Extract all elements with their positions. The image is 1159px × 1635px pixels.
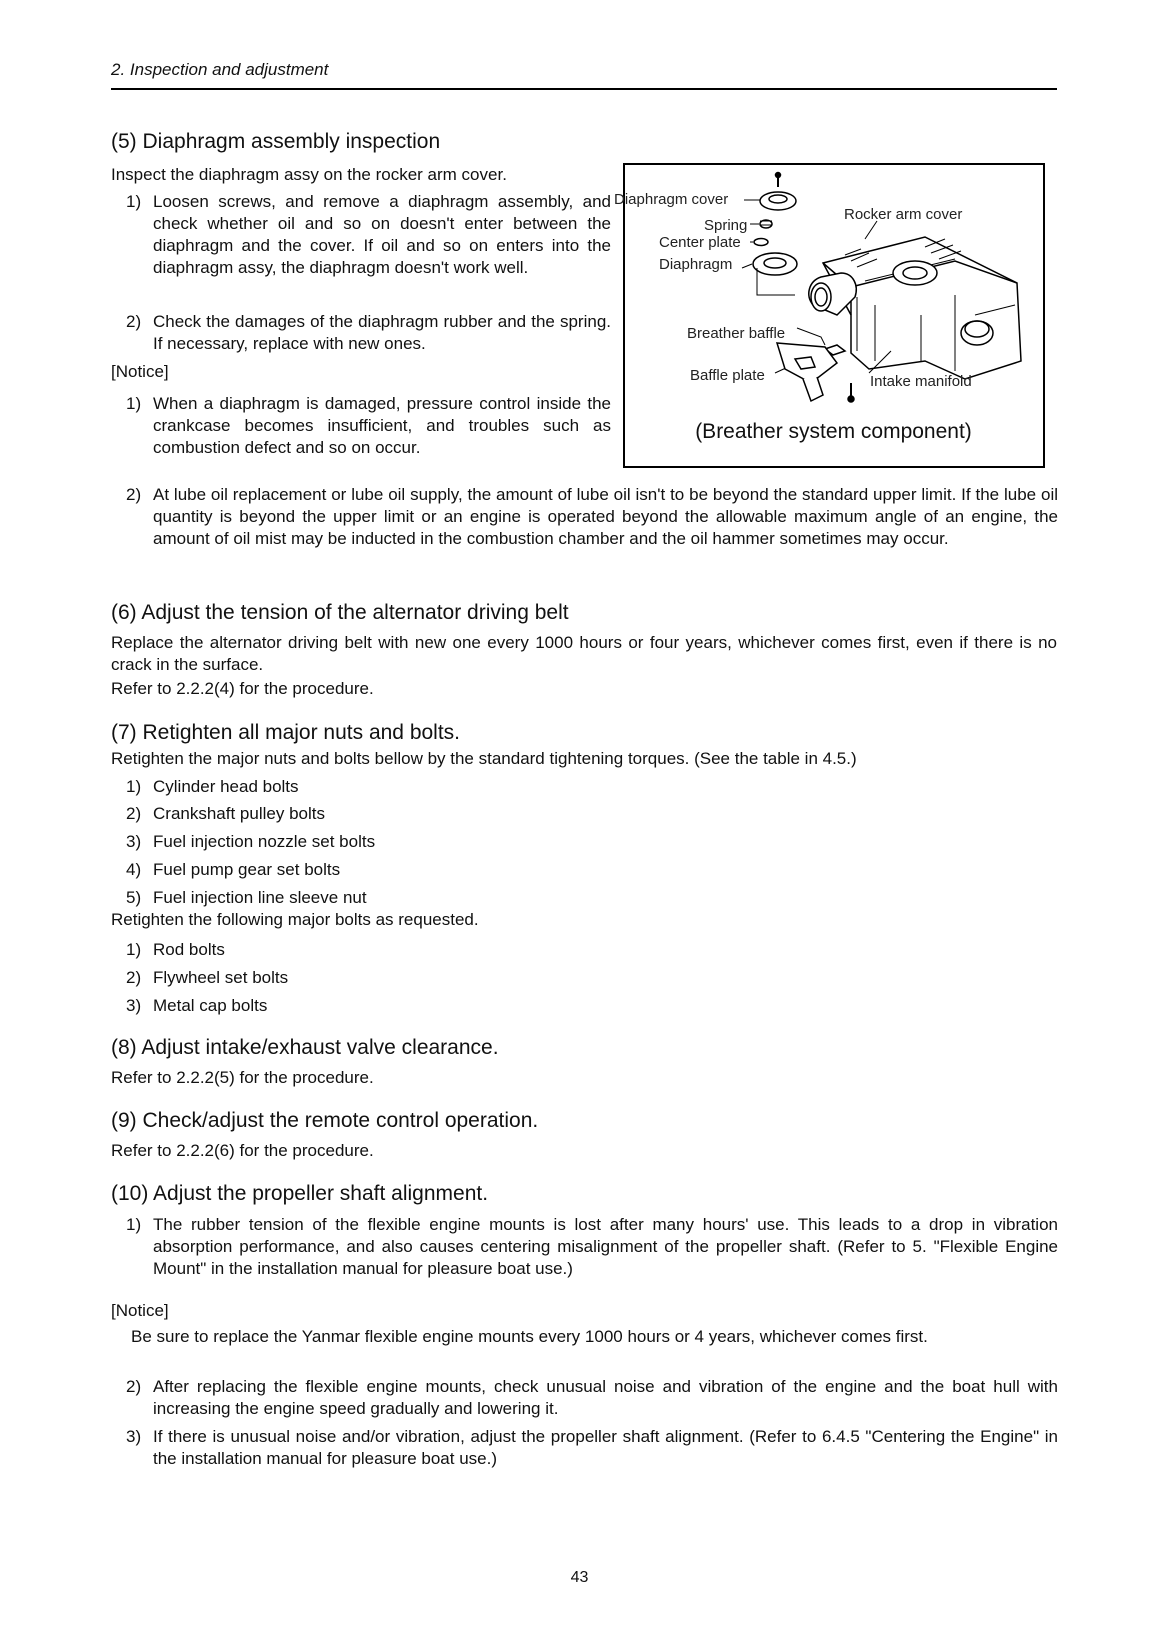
section-5-intro: Inspect the diaphragm assy on the rocker arm cover.	[111, 165, 507, 184]
header-rule	[111, 88, 1057, 90]
list-text: Check the damages of the diaphragm rubber and the spring. If necessary, replace with new ones.	[153, 312, 611, 353]
section-5-heading: (5) Diaphragm assembly inspection	[111, 130, 441, 153]
list-number: 5)	[126, 888, 142, 907]
label-breather-baffle: Breather baffle	[687, 325, 786, 342]
label-center-plate: Center plate	[659, 234, 741, 251]
list-number: 1)	[126, 1215, 142, 1234]
page-number: 43	[570, 1569, 589, 1586]
list-text: The rubber tension of the flexible engine mounts is lost after many hours' use. This leads to a drop in vibration absorption performance, and also causes centering misalignment of the propeller shaft. (Refer to 5. "Flexible Engine Mount" in the installation manual for pleasure boat use.)	[153, 1215, 1058, 1278]
s10-notice-label: [Notice]	[111, 1301, 169, 1320]
list-number: 2)	[126, 804, 142, 823]
section-9-heading: (9) Check/adjust the remote control operation.	[111, 1109, 539, 1132]
list-text: Cylinder head bolts	[153, 777, 299, 796]
s10-notice-text: Be sure to replace the Yanmar flexible engine mounts every 1000 hours or 4 years, whichever comes first.	[131, 1327, 928, 1346]
list-number: 2)	[126, 968, 142, 987]
list-text: Loosen screws, and remove a diaphragm assembly, and check whether oil and so on doesn't enter between the diaphragm and the cover. If oil and so on enters into the diaphragm assy, the diaphragm doesn't work well.	[153, 192, 611, 277]
label-baffle-plate: Baffle plate	[690, 367, 765, 384]
list-number: 2)	[126, 1377, 142, 1396]
section-header: 2. Inspection and adjustment	[111, 60, 329, 79]
section-9-ref: Refer to 2.2.2(6) for the procedure.	[111, 1141, 374, 1160]
list-number: 4)	[126, 860, 142, 879]
section-6-ref: Refer to 2.2.2(4) for the procedure.	[111, 679, 374, 698]
list-text: Fuel pump gear set bolts	[153, 860, 341, 879]
section-6-heading: (6) Adjust the tension of the alternator driving belt	[111, 601, 569, 624]
label-intake-manifold: Intake manifold	[870, 373, 972, 390]
list-text: At lube oil replacement or lube oil supply, the amount of lube oil isn't to be beyond the standard upper limit. If the lube oil quantity is beyond the upper limit or an engine is operated beyond the allowable maximum angle of an engine, the amount of oil mist may be inducted in the combustion chamber and the oil hammer sometimes may occur.	[153, 485, 1058, 548]
figure-caption: (Breather system component)	[695, 420, 972, 443]
list-text: Metal cap bolts	[153, 996, 268, 1015]
list-text: Fuel injection nozzle set bolts	[153, 832, 376, 851]
label-spring: Spring	[704, 217, 748, 234]
list-number: 2)	[126, 312, 142, 331]
list-text: Crankshaft pulley bolts	[153, 804, 325, 823]
list-number: 3)	[126, 996, 142, 1015]
breather-system-figure	[614, 163, 1045, 468]
section-7-intro: Retighten the major nuts and bolts bellow by the standard tightening torques. (See the table in 4.5.)	[111, 749, 857, 768]
label-rocker-arm-cover: Rocker arm cover	[844, 206, 963, 223]
section-8-ref: Refer to 2.2.2(5) for the procedure.	[111, 1068, 374, 1087]
list-number: 1)	[126, 192, 142, 211]
list-text: Fuel injection line sleeve nut	[153, 888, 367, 907]
list-text: Rod bolts	[153, 940, 225, 959]
list-number: 3)	[126, 832, 142, 851]
list-number: 2)	[126, 485, 142, 504]
section-6-body: Replace the alternator driving belt with new one every 1000 hours or four years, whichever comes first, even if there is no crack in the surface.	[111, 633, 1057, 674]
list-text: When a diaphragm is damaged, pressure control inside the crankcase becomes insufficient, and troubles such as combustion defect and so on occur.	[153, 394, 611, 457]
section-7-intro-2: Retighten the following major bolts as requested.	[111, 910, 479, 929]
section-7-heading: (7) Retighten all major nuts and bolts.	[111, 721, 461, 744]
list-text: Flywheel set bolts	[153, 968, 289, 987]
s5-notice-label: [Notice]	[111, 362, 169, 381]
list-number: 1)	[126, 940, 142, 959]
section-8-heading: (8) Adjust intake/exhaust valve clearance.	[111, 1036, 499, 1059]
section-10-heading: (10) Adjust the propeller shaft alignment.	[111, 1182, 489, 1205]
label-diaphragm: Diaphragm	[659, 256, 733, 273]
list-number: 1)	[126, 777, 142, 796]
list-number: 1)	[126, 394, 142, 413]
list-text: If there is unusual noise and/or vibration, adjust the propeller shaft alignment. (Refer to 6.4.5 "Centering the Engine" in the installation manual for pleasure boat use.)	[153, 1427, 1058, 1468]
label-diaphragm-cover: Diaphragm cover	[614, 191, 729, 208]
list-text: After replacing the flexible engine mounts, check unusual noise and vibration of the engine and the boat hull with increasing the engine speed gradually and lowering it.	[153, 1377, 1058, 1418]
list-number: 3)	[126, 1427, 142, 1446]
